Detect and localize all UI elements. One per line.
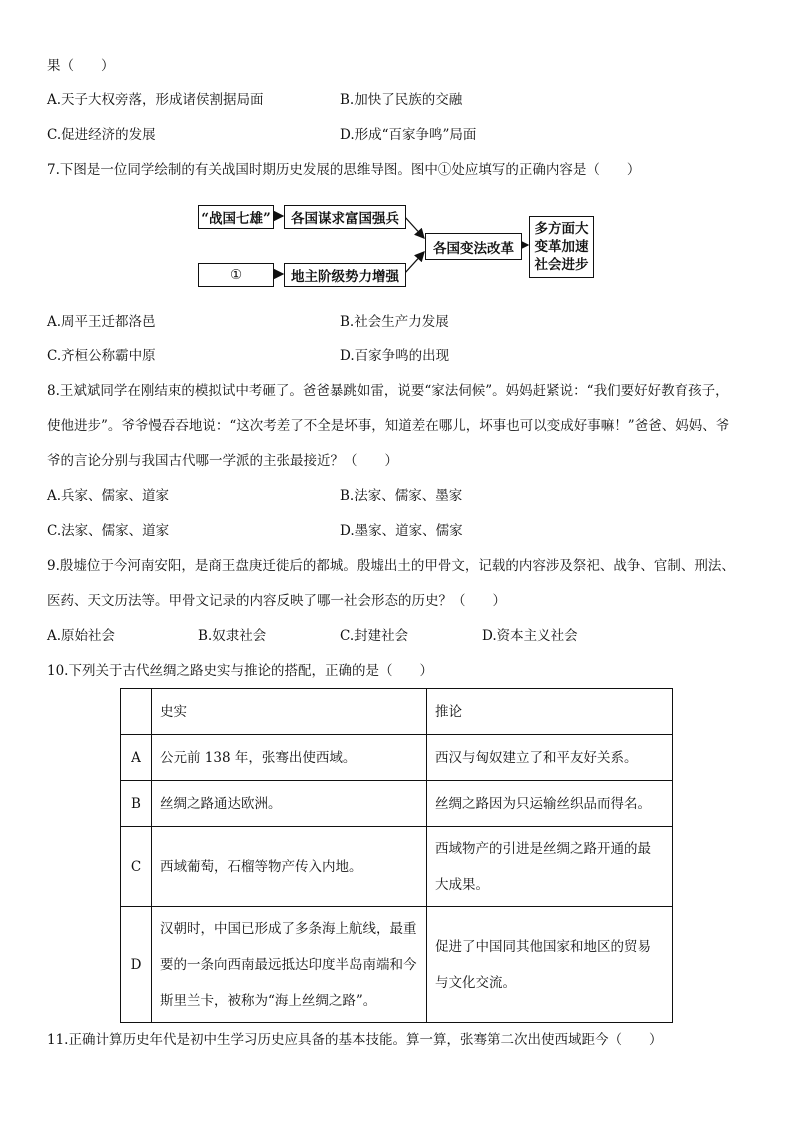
q11-stem: 11.正确计算历史年代是初中生学习历史应具备的基本技能。算一算，张骞第二次出使西域距今（ ） — [47, 1032, 663, 1048]
row-label: B — [121, 781, 152, 827]
row-inference-text: 西域物产的引进是丝绸之路开通的最大成果。 — [435, 840, 651, 893]
q9-stem-line-2: 医药、天文历法等。甲骨文记录的内容反映了哪一社会形态的历史？（ ） — [47, 593, 506, 609]
row-fact — [152, 907, 427, 1023]
q8-option-d[interactable]: D.墨家、道家、儒家 — [340, 523, 463, 539]
q8-stem-line-1: 8.王斌斌同学在刚结束的模拟试中考砸了。爸爸暴跳如雷，说要“家法伺候”。妈妈赶紧说：“我们要好好教育孩子， — [47, 383, 729, 399]
q10-table — [120, 688, 673, 1023]
row-label: D — [121, 907, 152, 1023]
q7-option-b[interactable]: B.社会生产力发展 — [340, 314, 449, 330]
mindmap-box-progress-line-3: 社会进步 — [534, 257, 589, 273]
mindmap-box-blank-1: ① — [198, 263, 274, 287]
table-row — [121, 827, 673, 907]
q6-option-a[interactable]: A.天子大权旁落，形成诸侯割据局面 — [47, 92, 264, 108]
mindmap-box-landlord: 地主阶级势力增强 — [284, 263, 406, 287]
row-inference — [427, 827, 673, 907]
mindmap-box-rich-strong: 各国谋求富国强兵 — [284, 205, 406, 229]
q7-option-a[interactable]: A.周平王迁都洛邑 — [47, 314, 156, 330]
q8-option-a[interactable]: A.兵家、儒家、道家 — [47, 488, 170, 504]
mindmap-box-progress-line-1: 多方面大 — [534, 221, 589, 237]
q9-option-c[interactable]: C.封建社会 — [340, 628, 409, 644]
mindmap-box-warring-states: “战国七雄” — [198, 205, 274, 229]
row-inference: 丝绸之路因为只运输丝织品而得名。 — [427, 781, 673, 827]
q6-stem-end: 果（ ） — [47, 58, 115, 74]
q9-option-d[interactable]: D.资本主义社会 — [482, 628, 578, 644]
table-row — [121, 907, 673, 1023]
mindmap-box-reform: 各国变法改革 — [425, 233, 522, 260]
row-label: C — [121, 827, 152, 907]
row-fact: 丝绸之路通达欧洲。 — [152, 781, 427, 827]
table-header-fact: 史实 — [152, 689, 427, 735]
row-fact: 西域葡萄，石榴等物产传入内地。 — [152, 827, 427, 907]
row-fact: 公元前 138 年，张骞出使西域。 — [152, 735, 427, 781]
q8-stem-line-3: 爷的言论分别与我国古代哪一学派的主张最接近？（ ） — [47, 453, 398, 469]
q6-option-d[interactable]: D.形成“百家争鸣”局面 — [340, 127, 477, 143]
q7-option-c[interactable]: C.齐桓公称霸中原 — [47, 348, 156, 364]
row-fact-text: 汉朝时，中国已形成了多条海上航线，最重要的一条向西南最远抵达印度半岛南端和今斯里兰卡，被称为“海上丝绸之路”。 — [160, 920, 417, 1009]
mindmap-arrows — [0, 0, 794, 300]
q9-stem-line-1: 9.殷墟位于今河南安阳，是商王盘庚迁徙后的都城。殷墟出土的甲骨文，记载的内容涉及祭祀、战争、官制、刑法、 — [47, 558, 735, 574]
q10-stem: 10.下列关于古代丝绸之路史实与推论的搭配，正确的是（ ） — [47, 663, 433, 679]
q8-option-b[interactable]: B.法家、儒家、墨家 — [340, 488, 463, 504]
q7-stem: 7.下图是一位同学绘制的有关战国时期历史发展的思维导图。图中①处应填写的正确内容是（ ） — [47, 162, 641, 178]
mindmap-box-progress — [529, 216, 594, 278]
table-header-blank — [121, 689, 152, 735]
q7-option-d[interactable]: D.百家争鸣的出现 — [340, 348, 450, 364]
q8-stem-line-2: 使他进步”。爷爷慢吞吞地说：“这次考差了不全是坏事，知道差在哪儿，坏事也可以变成好事嘛！”爸爸、妈妈、爷 — [47, 418, 730, 434]
row-inference — [427, 907, 673, 1023]
q9-option-a[interactable]: A.原始社会 — [47, 628, 116, 644]
row-inference: 西汉与匈奴建立了和平友好关系。 — [427, 735, 673, 781]
q9-option-b[interactable]: B.奴隶社会 — [198, 628, 267, 644]
row-label: A — [121, 735, 152, 781]
table-row — [121, 781, 673, 827]
table-row — [121, 735, 673, 781]
row-inference-text: 促进了中国同其他国家和地区的贸易与文化交流。 — [435, 938, 651, 991]
mindmap-box-progress-line-2: 变革加速 — [534, 239, 589, 255]
table-header-row — [121, 689, 673, 735]
q6-option-b[interactable]: B.加快了民族的交融 — [340, 92, 463, 108]
q8-option-c[interactable]: C.法家、儒家、道家 — [47, 523, 170, 539]
table-header-inference: 推论 — [427, 689, 673, 735]
q6-option-c[interactable]: C.促进经济的发展 — [47, 127, 156, 143]
